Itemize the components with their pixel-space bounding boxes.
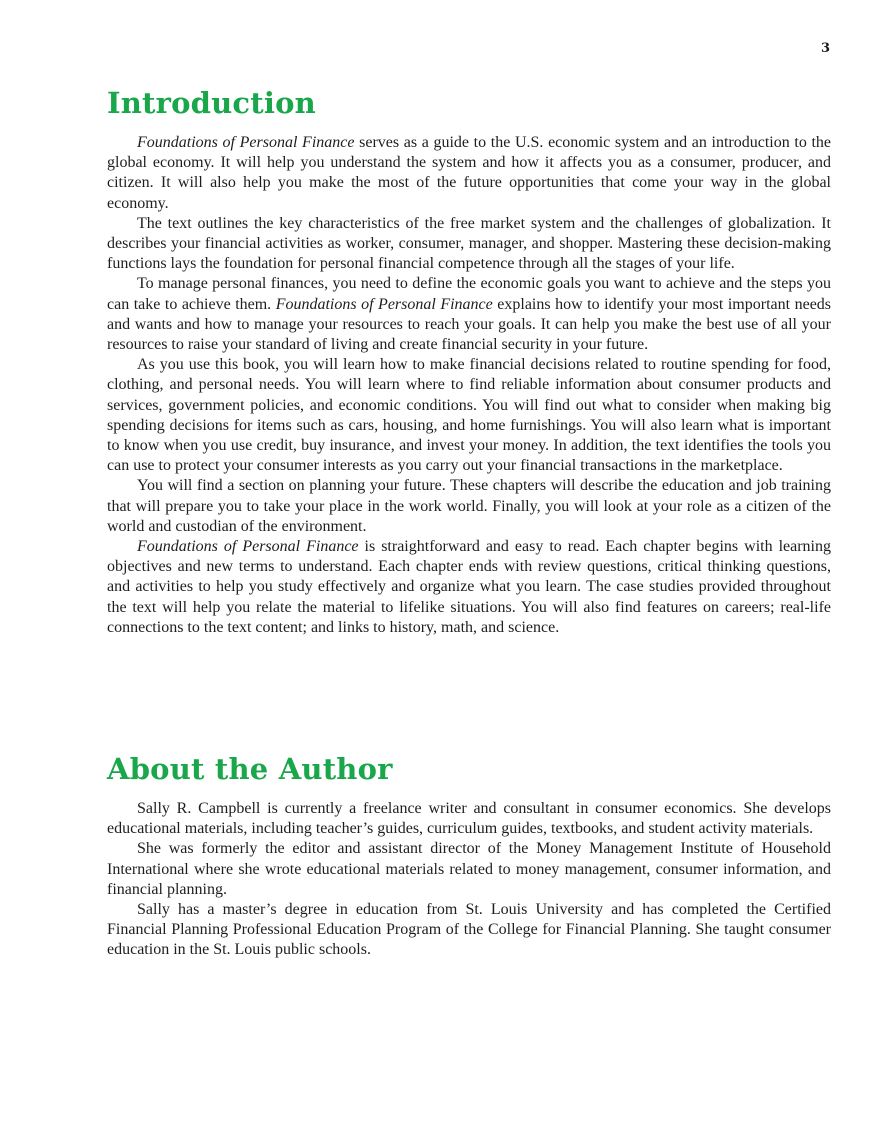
book-title-italic: Foundations of Personal Finance — [137, 538, 359, 556]
author-paragraph-2: She was formerly the editor and assistant director of the Money Management Institute of Household International where she wrote educational materials related to money management, consumer information, and financial planning. — [107, 840, 831, 898]
book-title-italic: Foundations of Personal Finance — [275, 295, 493, 313]
paragraph-text: To manage personal finances, you need to define the economic goals you want to achieve and the steps you can take to achieve them. — [107, 275, 831, 313]
paragraph-text: is straightforward and easy to read. Each chapter begins with learning objectives and new terms to understand. Each chapter ends with review questions, critical thinking questions, and activities to help you study effectively and organize what you learn. The case studies provided throughout the text will help you relate the material to lifelike situations. You will also find features on careers; real-life connections to the text content; and links to history, math, and science. — [107, 538, 832, 636]
paragraph-text: serves as a guide to the U.S. economic system and an introduction to the global economy. It will help you understand the system and how it affects you as a consumer, producer, and citizen. It will also help you make the most of the future opportunities that come your way in the global economy. — [107, 134, 832, 212]
book-title-italic: Foundations of Personal Finance — [137, 134, 355, 151]
paragraph-text: The text outlines the key characteristics of the free market system and the challenges of globalization. It describes your financial activities as worker, consumer, manager, and shopper. Mastering these decision-making functions lays the foundation for personal financial competence through all the stages of your life. — [107, 214, 831, 273]
about-author-heading: About the Author — [107, 752, 393, 786]
page-number: 3 — [820, 41, 830, 56]
intro-paragraph-2 — [107, 214, 831, 275]
paragraph-text: You will find a section on planning your future. These chapters will describe the education and job training that will prepare you to take your place in the work world. Finally, you will look at your role as a citizen of the world and custodian of the environment. — [107, 477, 831, 535]
intro-paragraph-1 — [107, 133, 831, 214]
intro-paragraph-5 — [107, 476, 831, 537]
intro-paragraph-3 — [107, 274, 831, 355]
author-paragraph-3: Sally has a master’s degree in education from St. Louis University and has completed the Certified Financial Planning Professional Education Program of the College for Financial Planning. She taught consumer education in the St. Louis public schools. — [107, 901, 831, 959]
about-author-section — [107, 750, 831, 961]
introduction-section — [107, 84, 831, 638]
intro-paragraph-6 — [107, 537, 831, 638]
paragraph-text: As you use this book, you will learn how to make financial decisions related to routine spending for food, clothing, and personal needs. You will learn where to find reliable information about consumer products and services, government policies, and economic conditions. You will find out what to consider when making big spending decisions for items such as cars, housing, and home furnishings. You will also learn what is important to know when you use credit, buy insurance, and invest your money. In addition, the text identifies the tools you can use to protect your consumer interests as you carry out your financial transactions in the marketplace. — [107, 356, 831, 475]
paragraph-text: explains how to identify your most important needs and wants and how to manage your resources to reach your goals. It can help you make the best use of all your resources to raise your standard of living and create financial security in your future. — [107, 295, 832, 354]
introduction-heading: Introduction — [107, 86, 316, 120]
author-paragraph-1: Sally R. Campbell is currently a freelance writer and consultant in consumer economics. She develops educational materials, including teacher’s guides, curriculum guides, textbooks, and student activity materials. — [107, 800, 831, 838]
intro-paragraph-4 — [107, 355, 831, 476]
